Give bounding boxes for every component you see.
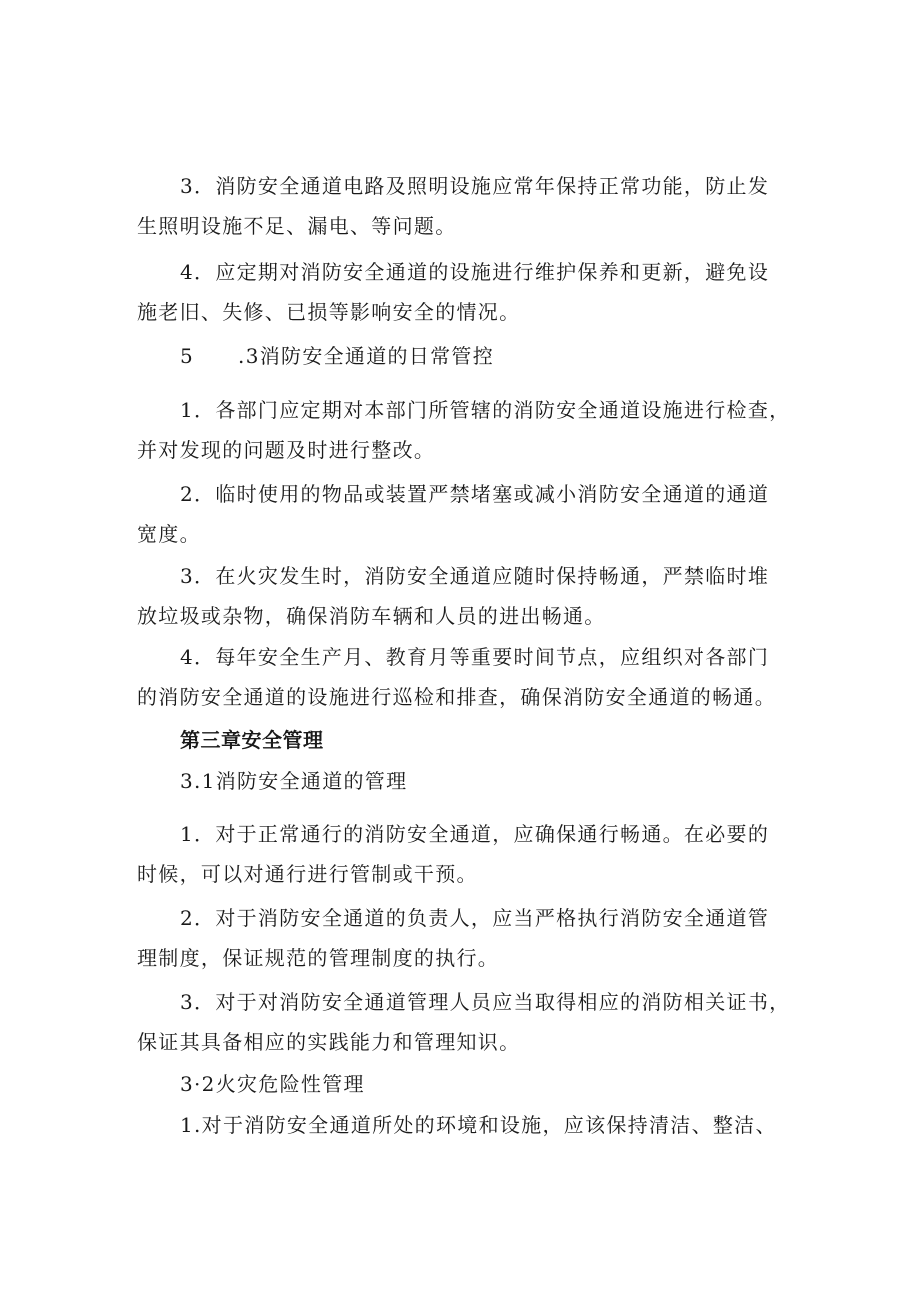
paragraph-line: 3．消防安全通道电路及照明设施应常年保持正常功能，防止发 — [180, 174, 770, 198]
paragraph-line: 时候，可以对通行进行管制或干预。 — [137, 862, 478, 886]
paragraph-line: 1.对于消防安全通道所处的环境和设施，应该保持清洁、整洁、 — [180, 1113, 777, 1137]
paragraph-line: 生照明设施不足、漏电、等问题。 — [137, 214, 457, 238]
paragraph-line: 并对发现的问题及时进行整改。 — [137, 438, 436, 462]
paragraph-line: 理制度，保证规范的管理制度的执行。 — [137, 946, 500, 970]
paragraph-line: 2．临时使用的物品或装置严禁堵塞或减小消防安全通道的通道 — [180, 482, 770, 506]
paragraph-line: 放垃圾或杂物，确保消防车辆和人员的进出畅通。 — [137, 604, 606, 628]
paragraph-line: 4．每年安全生产月、教育月等重要时间节点，应组织对各部门 — [180, 645, 770, 669]
paragraph-line: 3．对于对消防安全通道管理人员应当取得相应的消防相关证书， — [180, 990, 791, 1014]
paragraph-line: 宽度。 — [137, 522, 201, 546]
paragraph-line: 1．各部门应定期对本部门所管辖的消防安全通道设施进行检查， — [180, 398, 791, 422]
paragraph-line: 的消防安全通道的设施进行巡检和排查，确保消防安全通道的畅通。 — [137, 685, 776, 709]
paragraph-line: 1．对于正常通行的消防安全通道，应确保通行畅通。在必要的 — [180, 822, 770, 846]
paragraph-line: 2．对于消防安全通道的负责人，应当严格执行消防安全通道管 — [180, 906, 770, 930]
section-heading: 3·2火灾危险性管理 — [180, 1072, 365, 1096]
section-heading-text: .3消防安全通道的日常管控 — [238, 344, 495, 368]
paragraph-line: 3．在火灾发生时，消防安全通道应随时保持畅通，严禁临时堆 — [180, 564, 770, 588]
section-heading: 3.1消防安全通道的管理 — [180, 769, 408, 793]
paragraph-line: 保证其具备相应的实践能力和管理知识。 — [137, 1030, 521, 1054]
section-heading — [180, 342, 797, 370]
chapter-heading: 第三章安全管理 — [180, 728, 324, 752]
paragraph-line: 4．应定期对消防安全通道的设施进行维护保养和更新，避免设 — [180, 260, 770, 284]
paragraph-line: 施老旧、失修、已损等影响安全的情况。 — [137, 300, 521, 324]
section-heading-number: 5 — [180, 344, 195, 368]
